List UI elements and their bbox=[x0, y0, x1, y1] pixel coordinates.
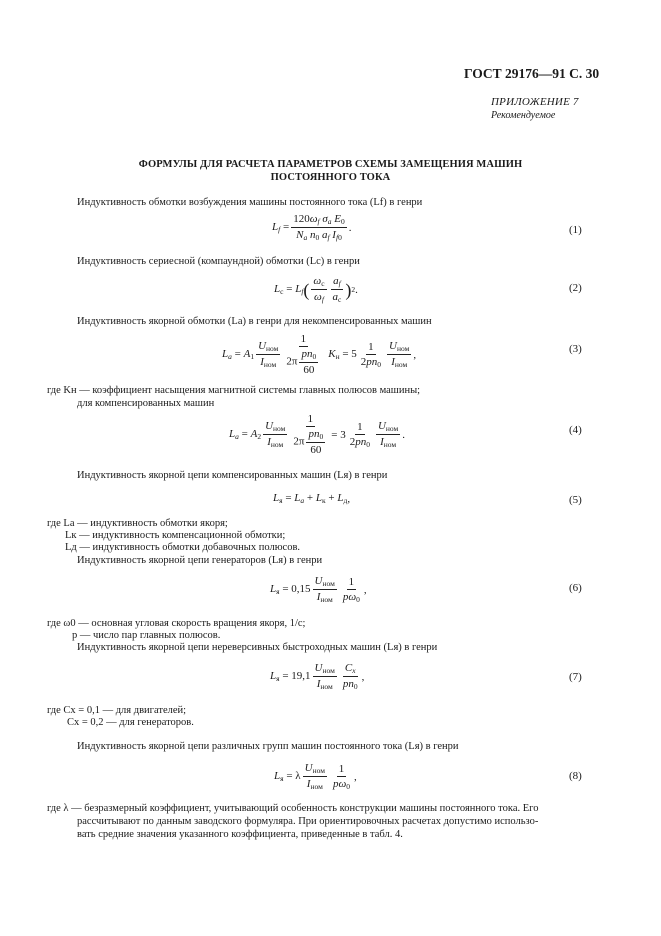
where-5-line-a: где λ — безразмерный коэффициент, учитывающий особенность конструкции машины постоянного тока. Его bbox=[47, 803, 539, 814]
equation-5: $L_я = L_a + L_к + L_д$ , bbox=[273, 492, 351, 505]
paragraph-1: Индуктивность обмотки возбуждения машины постоянного тока (Lf) в генри bbox=[77, 197, 423, 208]
equation-number-6: (6) bbox=[569, 582, 582, 594]
paragraph-2: Индуктивность сериесной (компаундной) обмотки (Lc) в генри bbox=[77, 256, 360, 267]
appendix-title: ПРИЛОЖЕНИЕ 7 bbox=[491, 96, 579, 108]
section-heading-line1: ФОРМУЛЫ ДЛЯ РАСЧЕТА ПАРАМЕТРОВ СХЕМЫ ЗАМЕЩЕНИЯ МАШИН bbox=[138, 159, 523, 170]
where-2-line-a: где La — индуктивность обмотки якоря; bbox=[47, 518, 228, 529]
equation-number-5: (5) bbox=[569, 494, 582, 506]
equation-2: $L_c = L_f$ ( $\frac{\omega_c}{\omega_f}$ $\frac{a_f}{a_c}$ ) 2 . bbox=[274, 275, 358, 305]
equation-number-2: (2) bbox=[569, 282, 582, 294]
equation-number-3: (3) bbox=[569, 343, 582, 355]
paragraph-3: Индуктивность якорной обмотки (La) в генри для некомпенсированных машин bbox=[77, 316, 432, 327]
equation-3: $L_a = A_1$ $\frac{U_{ном}}{I_{ном}}$ 1 2π $\frac{pn_0}{60}$ $K_н = 5$ $\frac{1}{2pn_0}$ $\frac{U_{ном}}{I_{ном}}$ , bbox=[222, 333, 417, 377]
paragraph-5: Индуктивность якорной цепи генераторов (Lя) в генри bbox=[77, 555, 323, 566]
equation-8: $L_я = \lambda$ $\frac{U_{ном}}{I_{ном}}$ $\frac{1}{p\omega_0}$ , bbox=[274, 762, 357, 792]
equation-7: $L_я = 19,1$ $\frac{U_{ном}}{I_{ном}}$ $\frac{C_x}{pn_0}$ , bbox=[270, 662, 365, 692]
where-3-line-b: p — число пар главных полюсов. bbox=[72, 630, 221, 641]
where-2-line-b: Lк — индуктивность компенсационной обмотки; bbox=[65, 530, 286, 541]
where-3-line-a: где ω0 — основная угловая скорость вращения якоря, 1/с; bbox=[47, 618, 306, 629]
paragraph-7: Индуктивность якорной цепи различных групп машин постоянного тока (Lя) в генри bbox=[77, 741, 459, 752]
section-heading-line2: ПОСТОЯННОГО ТОКА bbox=[270, 172, 391, 183]
equation-4: $L_a = A_2$ $\frac{U_{ном}}{I_{ном}}$ 1 2π $\frac{pn_0}{60}$ = 3 $\frac{1}{2pn_0}$ $\frac{U_{ном}}{I_{ном}}$ . bbox=[229, 413, 406, 457]
equation-6: $L_я = 0,15$ $\frac{U_{ном}}{I_{ном}}$ $\frac{1}{p\omega_0}$ , bbox=[270, 575, 367, 605]
equation-number-4: (4) bbox=[569, 424, 582, 436]
equation-number-8: (8) bbox=[569, 770, 582, 782]
where-2-line-c: Lд — индуктивность обмотки добавочных полюсов. bbox=[65, 542, 301, 553]
where-5-line-c: вать средние значения указанного коэффициента, приведенные в табл. 4. bbox=[77, 829, 403, 840]
paragraph-6: Индуктивность якорной цепи нереверсивных быстроходных машин (Lя) в генри bbox=[77, 642, 438, 653]
where-1-line-a: где Kн — коэффициент насыщения магнитной системы главных полюсов машины; bbox=[47, 385, 421, 396]
where-1-line-b: для компенсированных машин bbox=[77, 398, 215, 409]
paragraph-4: Индуктивность якорной цепи компенсированных машин (Lя) в генри bbox=[77, 470, 388, 481]
equation-number-7: (7) bbox=[569, 671, 582, 683]
equation-number-1: (1) bbox=[569, 224, 582, 236]
equation-1: $L_f$ = $\frac{120\omega_f \sigma_a E_0}{N_a n_0 a_f I_{f0}}$ . bbox=[272, 213, 352, 243]
where-4-line-a: где Cx = 0,1 — для двигателей; bbox=[47, 705, 187, 716]
appendix-status: Рекомендуемое bbox=[491, 110, 556, 121]
standard-header: ГОСТ 29176—91 С. 30 bbox=[464, 66, 600, 81]
where-5-line-b: рассчитывают по данным заводского формуляра. При ориентировочных расчетах допустимо использо- bbox=[77, 816, 539, 827]
where-4-line-b: Cx = 0,2 — для генераторов. bbox=[67, 717, 194, 728]
